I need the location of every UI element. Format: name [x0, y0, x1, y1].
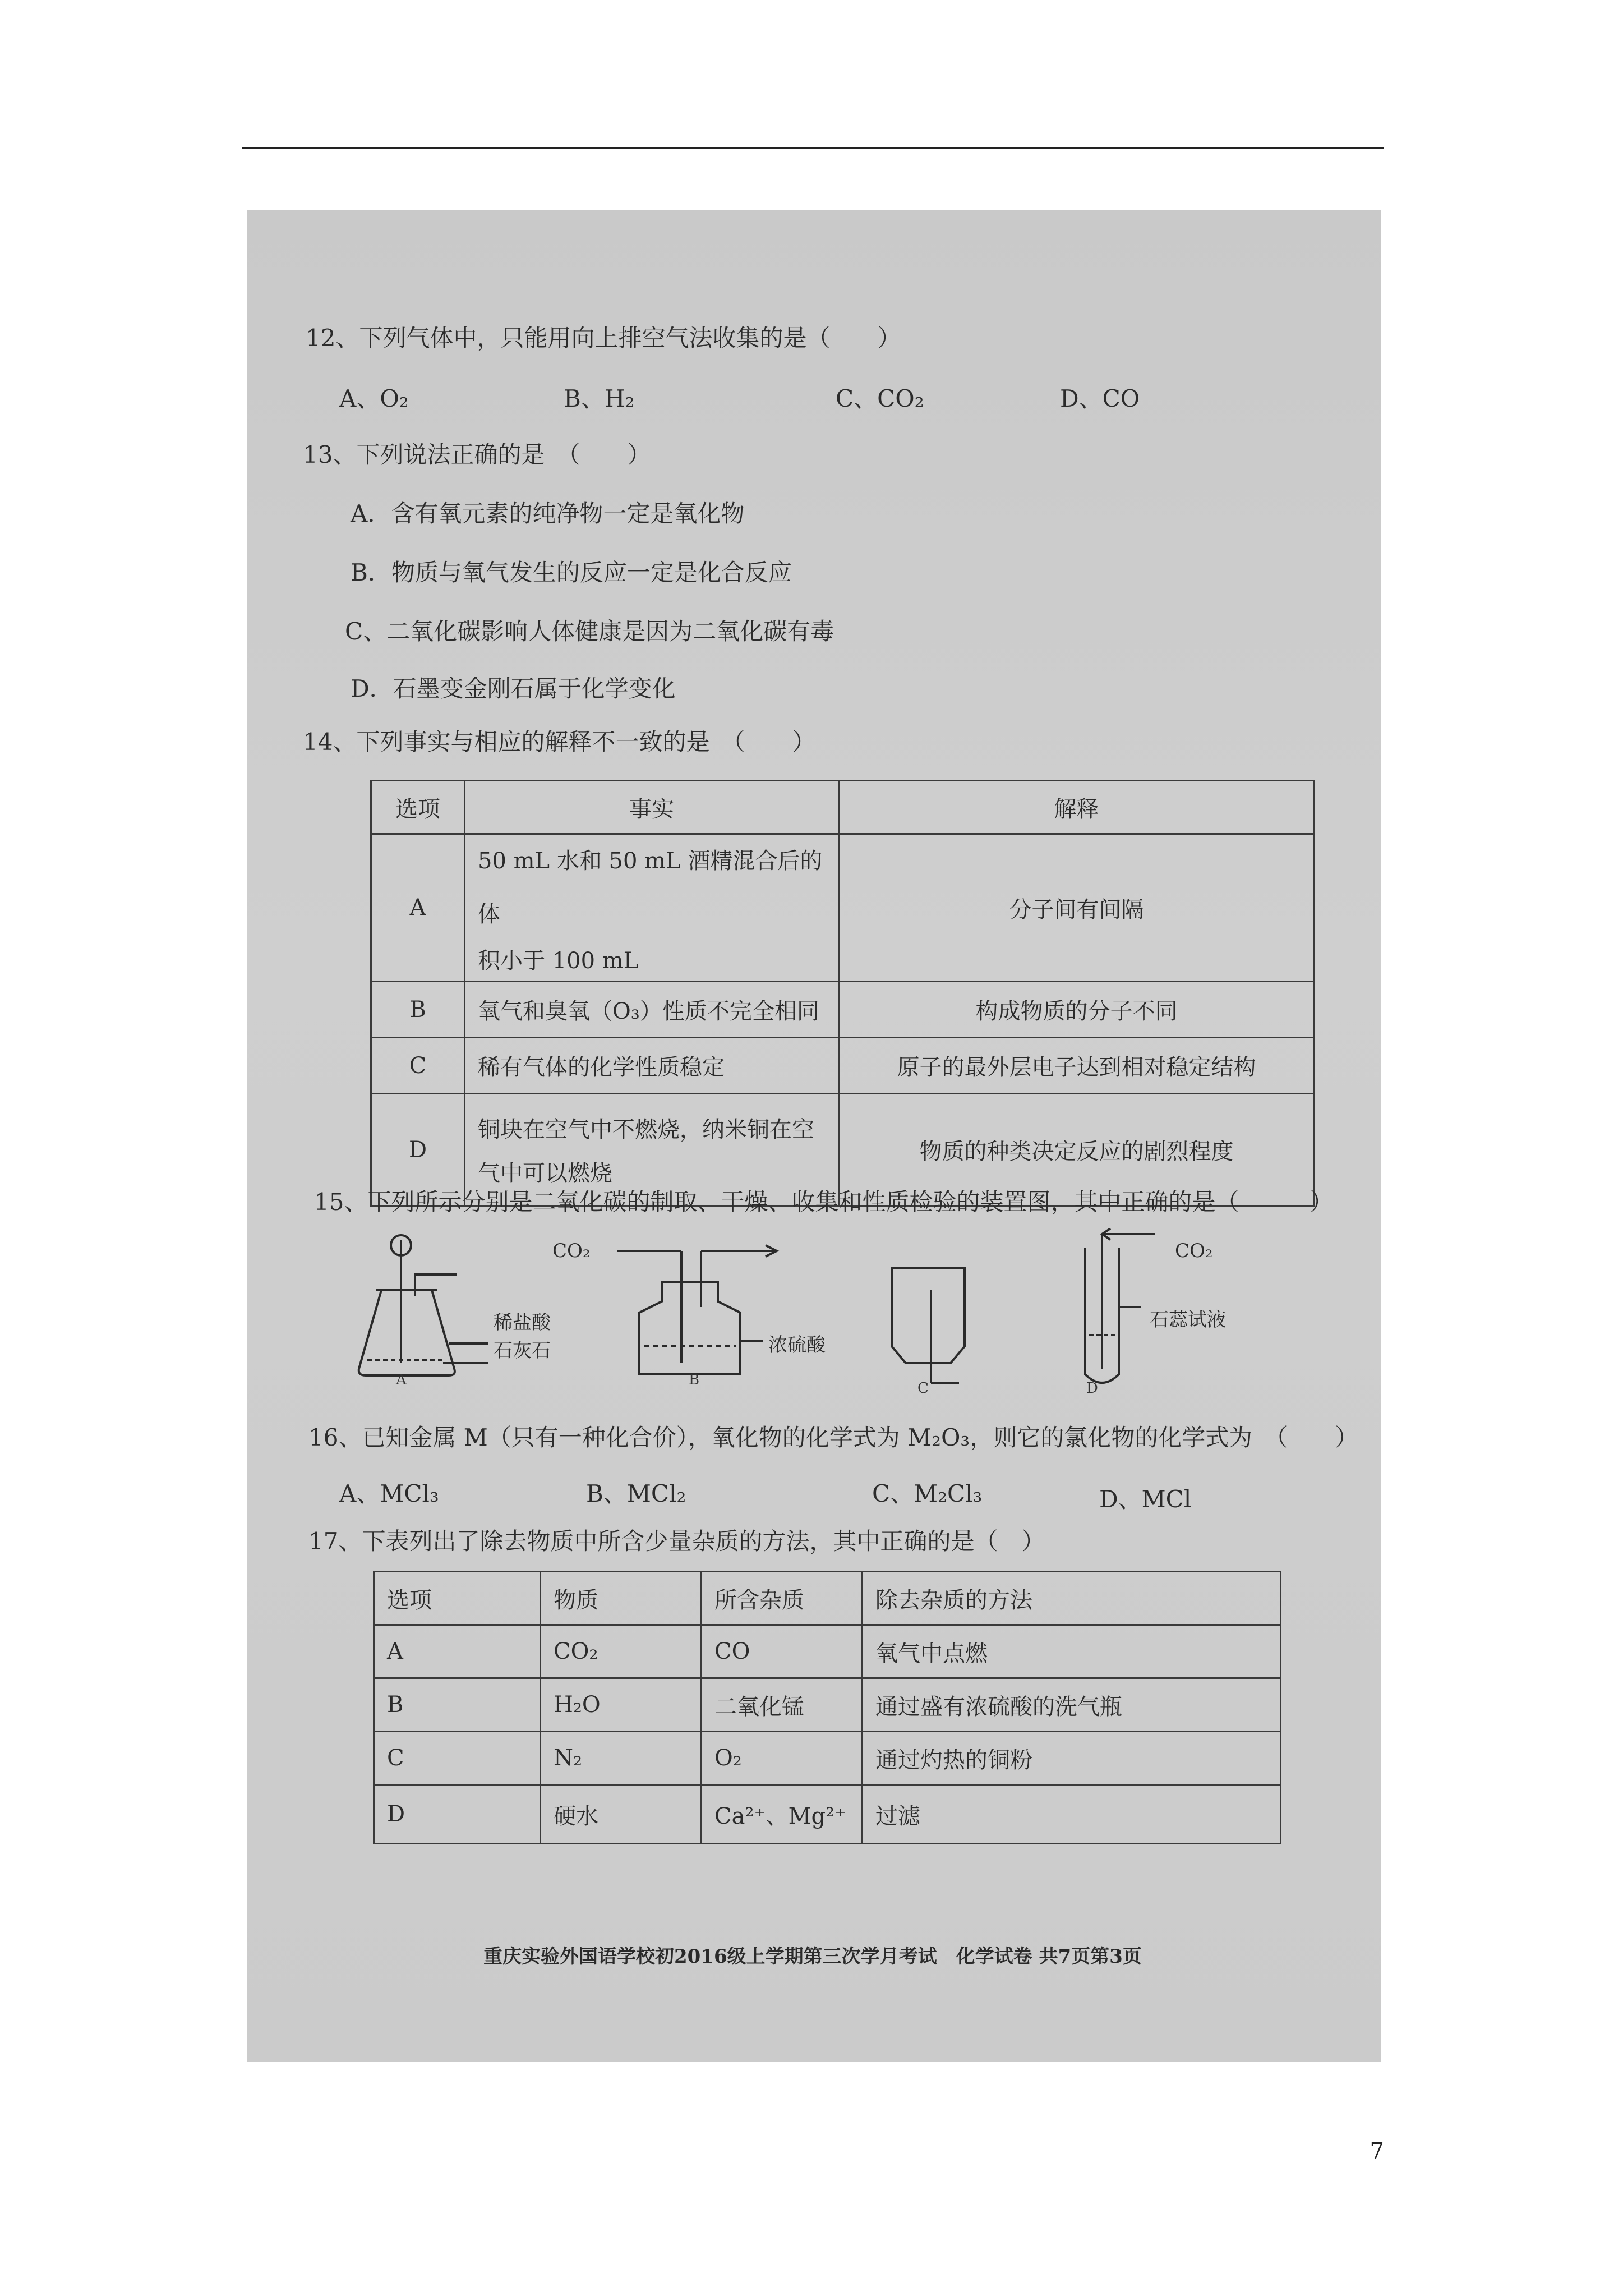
- letter-c: C: [917, 1380, 929, 1397]
- q17-stem: 17、下表列出了除去物质中所含少量杂质的方法，其中正确的是（ ）: [308, 1527, 1045, 1555]
- q14-row-d-fact-line2: 气中可以燃烧: [478, 1161, 612, 1186]
- q13-option-a: A．含有氧元素的纯净物一定是氧化物: [351, 500, 745, 527]
- q14-header-row: [371, 781, 1315, 834]
- q17-row-c-substance: N₂: [541, 1732, 702, 1785]
- q17-row-a-method: 氧气中点燃: [863, 1625, 1281, 1678]
- letter-d: D: [1086, 1380, 1098, 1397]
- q17-row-b-method: 通过盛有浓硫酸的洗气瓶: [863, 1678, 1281, 1732]
- label-b-co2: CO₂: [552, 1240, 591, 1262]
- q14-row-b-fact: 氧气和臭氧（O₃）性质不完全相同: [465, 982, 839, 1038]
- exam-footer: 重庆实验外国语学校初2016级上学期第三次学月考试 化学试卷 共7页第3页: [483, 1945, 1142, 1968]
- q17-table: [373, 1571, 1281, 1844]
- label-limestone: 石灰石: [494, 1340, 551, 1362]
- q16-stem: 16、已知金属 M（只有一种化合价），氧化物的化学式为 M₂O₃，则它的氯化物的化学式为 （ ）: [308, 1424, 1359, 1451]
- q16-option-a: A、MCl₃: [339, 1480, 439, 1507]
- q17-row-d-substance: 硬水: [541, 1785, 702, 1844]
- q14-row-c-fact: 稀有气体的化学性质稳定: [465, 1038, 839, 1094]
- q17-header-option: 选项: [374, 1572, 541, 1625]
- q12-option-d: D、CO: [1060, 385, 1140, 412]
- q17-row-a: [374, 1625, 1281, 1678]
- q13-stem: 13、下列说法正确的是 （ ）: [303, 441, 651, 468]
- q12-option-b: B、H₂: [564, 385, 635, 412]
- q14-header-option: 选项: [371, 781, 465, 834]
- q14-row-b-explanation: 构成物质的分子不同: [839, 982, 1315, 1038]
- q17-row-d-option: D: [374, 1785, 541, 1844]
- q14-row-c-explanation: 原子的最外层电子达到相对稳定结构: [839, 1038, 1315, 1094]
- header-rule: [242, 147, 1384, 149]
- q17-row-a-impurity: CO: [702, 1625, 863, 1678]
- q12-stem: 12、下列气体中，只能用向上排空气法收集的是（ ）: [306, 324, 901, 352]
- q17-header-impurity: 所含杂质: [702, 1572, 863, 1625]
- q16-option-c: C、M₂Cl₃: [872, 1480, 983, 1507]
- apparatus-c-gas-jar: [892, 1268, 965, 1383]
- q13-option-b: B．物质与氧气发生的反应一定是化合反应: [351, 559, 792, 586]
- q12-option-c: C、CO₂: [836, 385, 924, 412]
- q17-row-c: [374, 1732, 1281, 1785]
- letter-b: B: [689, 1372, 700, 1388]
- q17-row-b-impurity: 二氧化锰: [702, 1678, 863, 1732]
- q14-row-d-fact-line1: 铜块在空气中不燃烧，纳米铜在空: [478, 1117, 814, 1143]
- q17-header-row: [374, 1572, 1281, 1625]
- q17-row-b: [374, 1678, 1281, 1732]
- q17-row-c-method: 通过灼热的铜粉: [863, 1732, 1281, 1785]
- q14-row-a-fact: [465, 834, 839, 982]
- letter-a: A: [396, 1372, 407, 1388]
- q14-row-d-explanation: 物质的种类决定反应的剧烈程度: [839, 1094, 1315, 1206]
- q17-row-a-option: A: [374, 1625, 541, 1678]
- label-dilute-hcl: 稀盐酸: [494, 1312, 551, 1334]
- q17-row-a-substance: CO₂: [541, 1625, 702, 1678]
- q14-row-d-option: D: [371, 1094, 465, 1206]
- q17-row-b-substance: H₂O: [541, 1678, 702, 1732]
- q17-row-c-impurity: O₂: [702, 1732, 863, 1785]
- q13-option-d: D．石墨变金刚石属于化学变化: [351, 675, 676, 702]
- page-number: 7: [1370, 2138, 1384, 2164]
- q14-header-explanation: 解释: [839, 781, 1315, 834]
- q14-row-c-option: C: [371, 1038, 465, 1094]
- q17-header-method: 除去杂质的方法: [863, 1572, 1281, 1625]
- q14-row-a: [371, 834, 1315, 982]
- q14-row-a-fact-line2: 积小于 100 mL: [478, 948, 639, 974]
- apparatus-b-washing-bottle: [617, 1245, 777, 1374]
- q16-option-d: D、MCl: [1099, 1485, 1192, 1513]
- q12-option-a: A、O₂: [339, 385, 409, 412]
- apparatus-a-flask: [359, 1235, 488, 1375]
- q13-option-c: C、二氧化碳影响人体健康是因为二氧化碳有毒: [345, 618, 834, 645]
- apparatus-d-test-tube: [1085, 1228, 1155, 1383]
- q17-row-b-option: B: [374, 1678, 541, 1732]
- q14-stem: 14、下列事实与相应的解释不一致的是 （ ）: [303, 728, 816, 756]
- q14-row-a-fact-line1: 50 mL 水和 50 mL 酒精混合后的体: [478, 848, 823, 927]
- label-conc-sulfuric-acid: 浓硫酸: [768, 1334, 826, 1356]
- q14-row-a-explanation: 分子间有间隔: [839, 834, 1315, 982]
- q14-table: [370, 780, 1315, 1207]
- q17-row-c-option: C: [374, 1732, 541, 1785]
- q14-row-c: [371, 1038, 1315, 1094]
- q14-row-a-option: A: [371, 834, 465, 982]
- q14-row-b-option: B: [371, 982, 465, 1038]
- q17-row-d-impurity: Ca²⁺、Mg²⁺: [702, 1785, 863, 1844]
- q16-option-b: B、MCl₂: [586, 1480, 686, 1507]
- q17-row-d: [374, 1785, 1281, 1844]
- q15-stem: 15、下列所示分别是二氧化碳的制取、干燥、收集和性质检验的装置图，其中正确的是（ ）: [314, 1188, 1334, 1216]
- q14-header-fact: 事实: [465, 781, 839, 834]
- label-d-co2: CO₂: [1175, 1240, 1213, 1262]
- label-litmus: 石蕊试液: [1150, 1309, 1226, 1331]
- q17-header-substance: 物质: [541, 1572, 702, 1625]
- q14-row-b: [371, 982, 1315, 1038]
- q17-row-d-method: 过滤: [863, 1785, 1281, 1844]
